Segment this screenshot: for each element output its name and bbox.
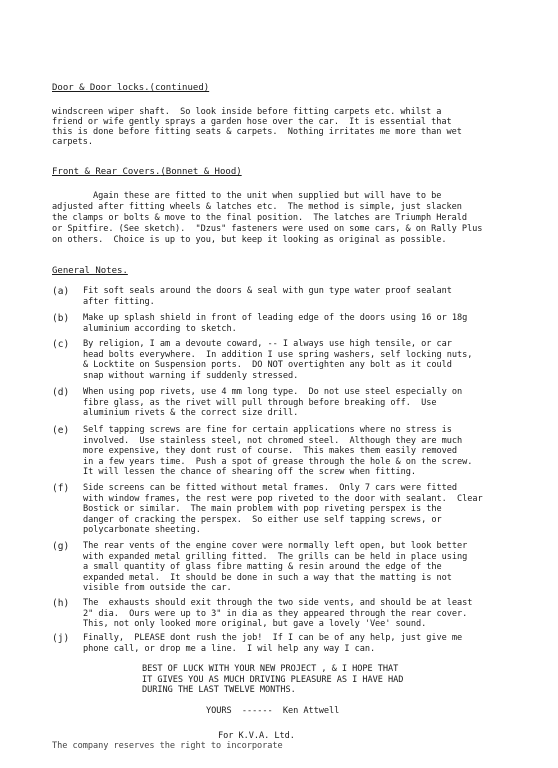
note-label-g: (g) [52, 541, 70, 552]
note-h [83, 598, 551, 630]
note-label-d: (d) [52, 387, 70, 398]
note-e [83, 425, 551, 478]
note-c-line-1: By religion, I am a devoute coward, -- I always use high tensile, or car [83, 339, 452, 349]
note-g-line-4: expanded metal. It should be done in such a way that the matting is not [83, 572, 452, 583]
note-c-line-3: & Locktite on Suspension ports. DO NOT overtighten any bolt as it could [83, 360, 452, 370]
signoff: YOURS ------ Ken Attwell [206, 706, 340, 716]
footer-text: The company reserves the right to incorporate [52, 741, 283, 751]
note-a-line-2: after fitting. [83, 296, 155, 307]
door-locks-line-2: friend or wife gently sprays a garden hose over the car. It is essential that [52, 117, 452, 127]
closing-message [142, 664, 403, 696]
note-f-line-1: Side screens can be fitted without metal frames. Only 7 cars were fitted [83, 483, 458, 493]
note-e-line-5: It will lessen the chance of shearing off the screw when fitting. [83, 467, 417, 477]
note-g-line-1: The rear vents of the engine cover were normally left open, but look better [83, 541, 468, 551]
note-h-line-3: This, not only looked more original, but gave a lovely 'Vee' sound. [83, 619, 427, 629]
note-f-line-2: with window frames, the rest were pop riveted to the door with sealant. Clear [83, 493, 483, 504]
note-c-line-2: head bolts everywhere. In addition I use spring washers, self locking nuts, [83, 349, 473, 360]
note-b [83, 313, 551, 334]
heading-text: Door & Door locks. [52, 83, 150, 93]
note-d-line-2: fibre glass, as the rivet will pull through before breaking off. Use [83, 397, 437, 408]
note-label-h: (h) [52, 598, 70, 609]
note-label-b: (b) [52, 313, 70, 324]
note-label-c: (c) [52, 339, 70, 350]
covers-line-1: Again these are fitted to the unit when supplied but will have to be [52, 191, 442, 201]
note-a [83, 286, 551, 307]
note-c [83, 339, 551, 381]
note-c-line-4: snap without warning if suddenly stressed. [83, 370, 299, 381]
note-h-line-2: 2" dia. Ours were up to 3" in dia as they appeared through the rear cover. [83, 608, 468, 619]
note-e-line-3: more expensive, they dont rust of course. This makes them easily removed [83, 446, 458, 456]
note-f-line-3: Bostick or similar. The main problem with pop riveting perspex is the [83, 504, 442, 514]
note-label-f: (f) [52, 483, 70, 494]
note-g-line-2: with expanded metal grilling fitted. The grills can be held in place using [83, 551, 468, 562]
heading-suffix: (continued) [149, 83, 210, 93]
note-e-line-4: in a few years time. Push a spot of grease through the hole & on the screw. [83, 456, 473, 467]
note-f [83, 483, 551, 536]
note-label-e: (e) [52, 425, 70, 436]
door-locks-line-3: this is done before fitting seats & carpets. Nothing irritates me more than wet [52, 127, 462, 137]
note-f-line-4: danger of cracking the perspex. So either use self tapping screws, or [83, 514, 442, 525]
note-d [83, 387, 551, 419]
note-g [83, 541, 551, 594]
note-label-a: (a) [52, 286, 70, 297]
covers-line-3: the clamps or bolts & move to the final position. The latches are Triumph Herald [52, 213, 468, 223]
note-g-line-3: a small quantity of glass fibre matting & resin around the edge of the [83, 562, 442, 572]
note-j-line-1: Finally, PLEASE dont rush the job! If I can be of any help, just give me [83, 633, 463, 643]
company-line: For K.V.A. Ltd. [218, 731, 295, 741]
note-a-line-1: Fit soft seals around the doors & seal with gun type water proof sealant [83, 286, 452, 296]
note-d-line-3: aluminium rivets & the correct size drill. [83, 408, 299, 418]
note-label-j: (j) [52, 633, 70, 644]
closing-line-1: BEST OF LUCK WITH YOUR NEW PROJECT , & I HOPE THAT [142, 664, 399, 674]
note-h-line-1: The exhausts should exit through the two side vents, and should be at least [83, 598, 473, 608]
door-locks-line-4: carpets. [52, 137, 93, 147]
note-j-line-2: phone call, or drop me a line. I wil help any way I can. [83, 643, 376, 654]
covers-line-5: on others. Choice is up to you, but keep it looking as original as possible. [52, 235, 447, 245]
covers-line-2: adjusted after fitting wheels & latches etc. The method is simple, just slacken [52, 202, 462, 212]
note-j [83, 633, 551, 654]
door-locks-line-1: windscreen wiper shaft. So look inside before fitting carpets etc. whilst a [52, 107, 442, 117]
note-d-line-1: When using pop rivets, use 4 mm long type. Do not use steel especially on [83, 387, 463, 397]
note-b-line-2: aluminium according to sketch. [83, 323, 237, 334]
note-e-line-2: involved. Use stainless steel, not chromed steel. Although they are much [83, 435, 463, 446]
section-heading-covers [52, 167, 242, 178]
covers-line-4: or Spitfire. (See sketch). "Dzus" fasteners were used on some cars, & on Rally Plus [52, 224, 483, 234]
closing-line-3: DURING THE LAST TWELVE MONTHS. [142, 685, 296, 695]
note-g-line-5: visible from outside the car. [83, 583, 232, 593]
note-e-line-1: Self tapping screws are fine for certain applications where no stress is [83, 425, 452, 435]
closing-line-2: IT GIVES YOU AS MUCH DRIVING PLEASURE AS I HAVE HAD [142, 674, 404, 685]
heading-suffix: (Bonnet & Hood) [160, 167, 242, 177]
section-heading-general-notes: General Notes. [52, 266, 128, 276]
note-b-line-1: Make up splash shield in front of leading edge of the doors using 16 or 18g [83, 313, 468, 323]
heading-text: Front & Rear Covers. [52, 167, 161, 177]
section-heading-door-locks [52, 83, 209, 94]
note-f-line-5: polycarbonate sheeting. [83, 525, 201, 535]
